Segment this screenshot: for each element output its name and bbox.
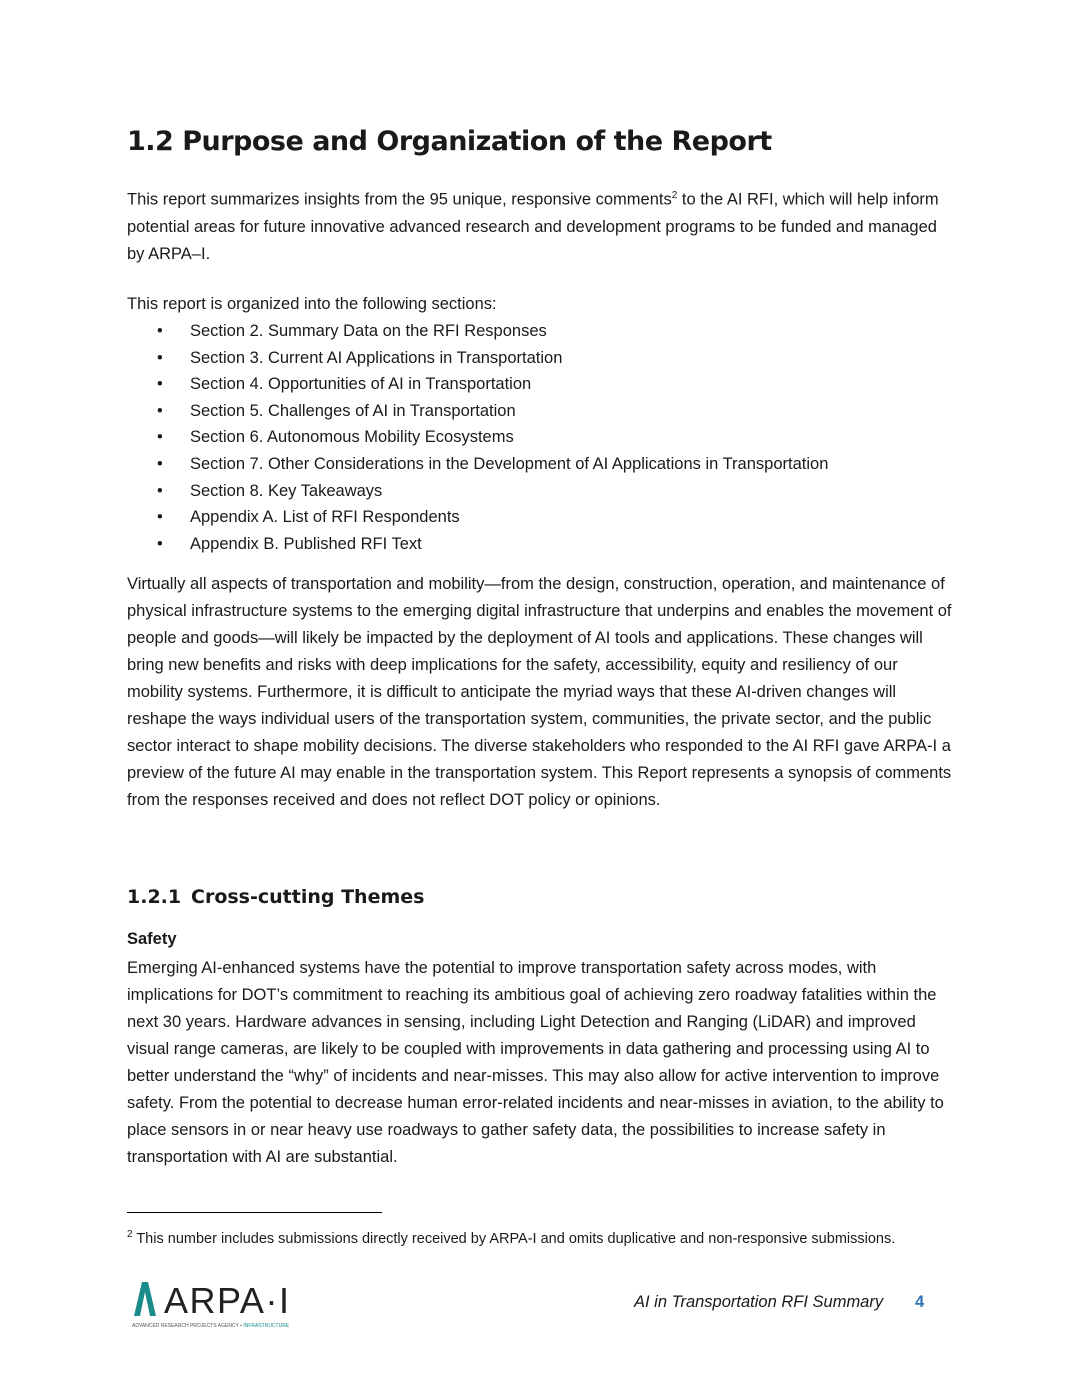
section-list-item: • Section 6. Autonomous Mobility Ecosystems (127, 424, 828, 451)
intro-paragraph (127, 182, 957, 268)
subsection-heading (127, 886, 424, 908)
body-paragraph: Virtually all aspects of transportation and mobility—from the design, construction, operation, and maintenance of physical infrastructure systems to the emerging digital infrastructure that underpins and enables the movement of people and goods—will likely be impacted by the deployment of AI tools and applications. These changes will bring new benefits and risks with deep implications for the safety, accessibility, equity and resiliency of our mobility systems. Furthermore, it is difficult to anticipate the myriad ways that these AI-driven changes will reshape the ways individual users of the transportation system, communities, the private sector, and the public sector interact to shape mobility decisions. The diverse stakeholders who responded to the AI RFI gave ARPA-I a preview of the future AI may enable in the transportation system. This Report represents a synopsis of comments from the responses received and does not reflect DOT policy or opinions. (127, 575, 952, 809)
section-heading: 1.2 Purpose and Organization of the Report (127, 126, 772, 157)
section-list-item: • Section 7. Other Considerations in the Development of AI Applications in Transportation (127, 451, 828, 478)
footnote-mark: 2 (127, 1229, 133, 1240)
safety-paragraph: Emerging AI-enhanced systems have the potential to improve transportation safety across modes, with implications for DOT’s commitment to reaching its ambitious goal of achieving zero roadway fatalities within the next 30 years. Hardware advances in sensing, including Light Detection and Ranging (LiDAR) and improved visual range cameras, are likely to be coupled with improvements in data gathering and processing using AI to better understand the “why” of incidents and near-misses. This may also allow for active intervention to improve safety. From the potential to decrease human error-related incidents and near-misses in aviation, to the ability to place sensors in or near heavy use roadways to gather safety data, the possibilities to increase safety in transportation with AI are substantial. (127, 959, 944, 1166)
intro-text: This report summarizes insights from the 95 unique, responsive comments (127, 190, 672, 209)
footnote-rule (127, 1212, 382, 1213)
safety-heading: Safety (127, 930, 177, 948)
section-list-item: • Appendix B. Published RFI Text (127, 531, 828, 558)
section-list-item: • Section 3. Current AI Applications in Transportation (127, 345, 828, 372)
svg-text:ADVANCED RESEARCH PROJECTS AGE: ADVANCED RESEARCH PROJECTS AGENCY • INFRASTRUCTURE (132, 1323, 290, 1329)
intro-text-cont: to the AI RFI, which will help inform potential areas for future innovative advanced research and development programs to be funded and managed by ARPA–I. (127, 190, 939, 263)
footnote-text: This number includes submissions directly received by ARPA-I and omits duplicative and non-responsive submissions. (132, 1230, 896, 1247)
section-list-item: • Section 2. Summary Data on the RFI Responses (127, 318, 828, 345)
section-list-item: • Section 5. Challenges of AI in Transportation (127, 398, 828, 425)
section-list-item: • Section 4. Opportunities of AI in Transportation (127, 371, 828, 398)
subsection-number: 1.2.1 (127, 886, 182, 908)
footer-title: AI in Transportation RFI Summary (634, 1293, 884, 1311)
footnote-ref[interactable]: 2 (671, 190, 678, 201)
arpa-i-logo (132, 1280, 292, 1335)
page-number: 4 (915, 1293, 925, 1311)
svg-text:ARPA·I: ARPA·I (164, 1280, 289, 1321)
sections-list (127, 318, 828, 557)
subsection-title: Cross-cutting Themes (191, 886, 425, 908)
section-list-item: • Appendix A. List of RFI Respondents (127, 504, 828, 531)
section-list-item: • Section 8. Key Takeaways (127, 478, 828, 505)
organized-text: This report is organized into the following sections: (127, 295, 497, 313)
footnote (127, 1224, 947, 1250)
